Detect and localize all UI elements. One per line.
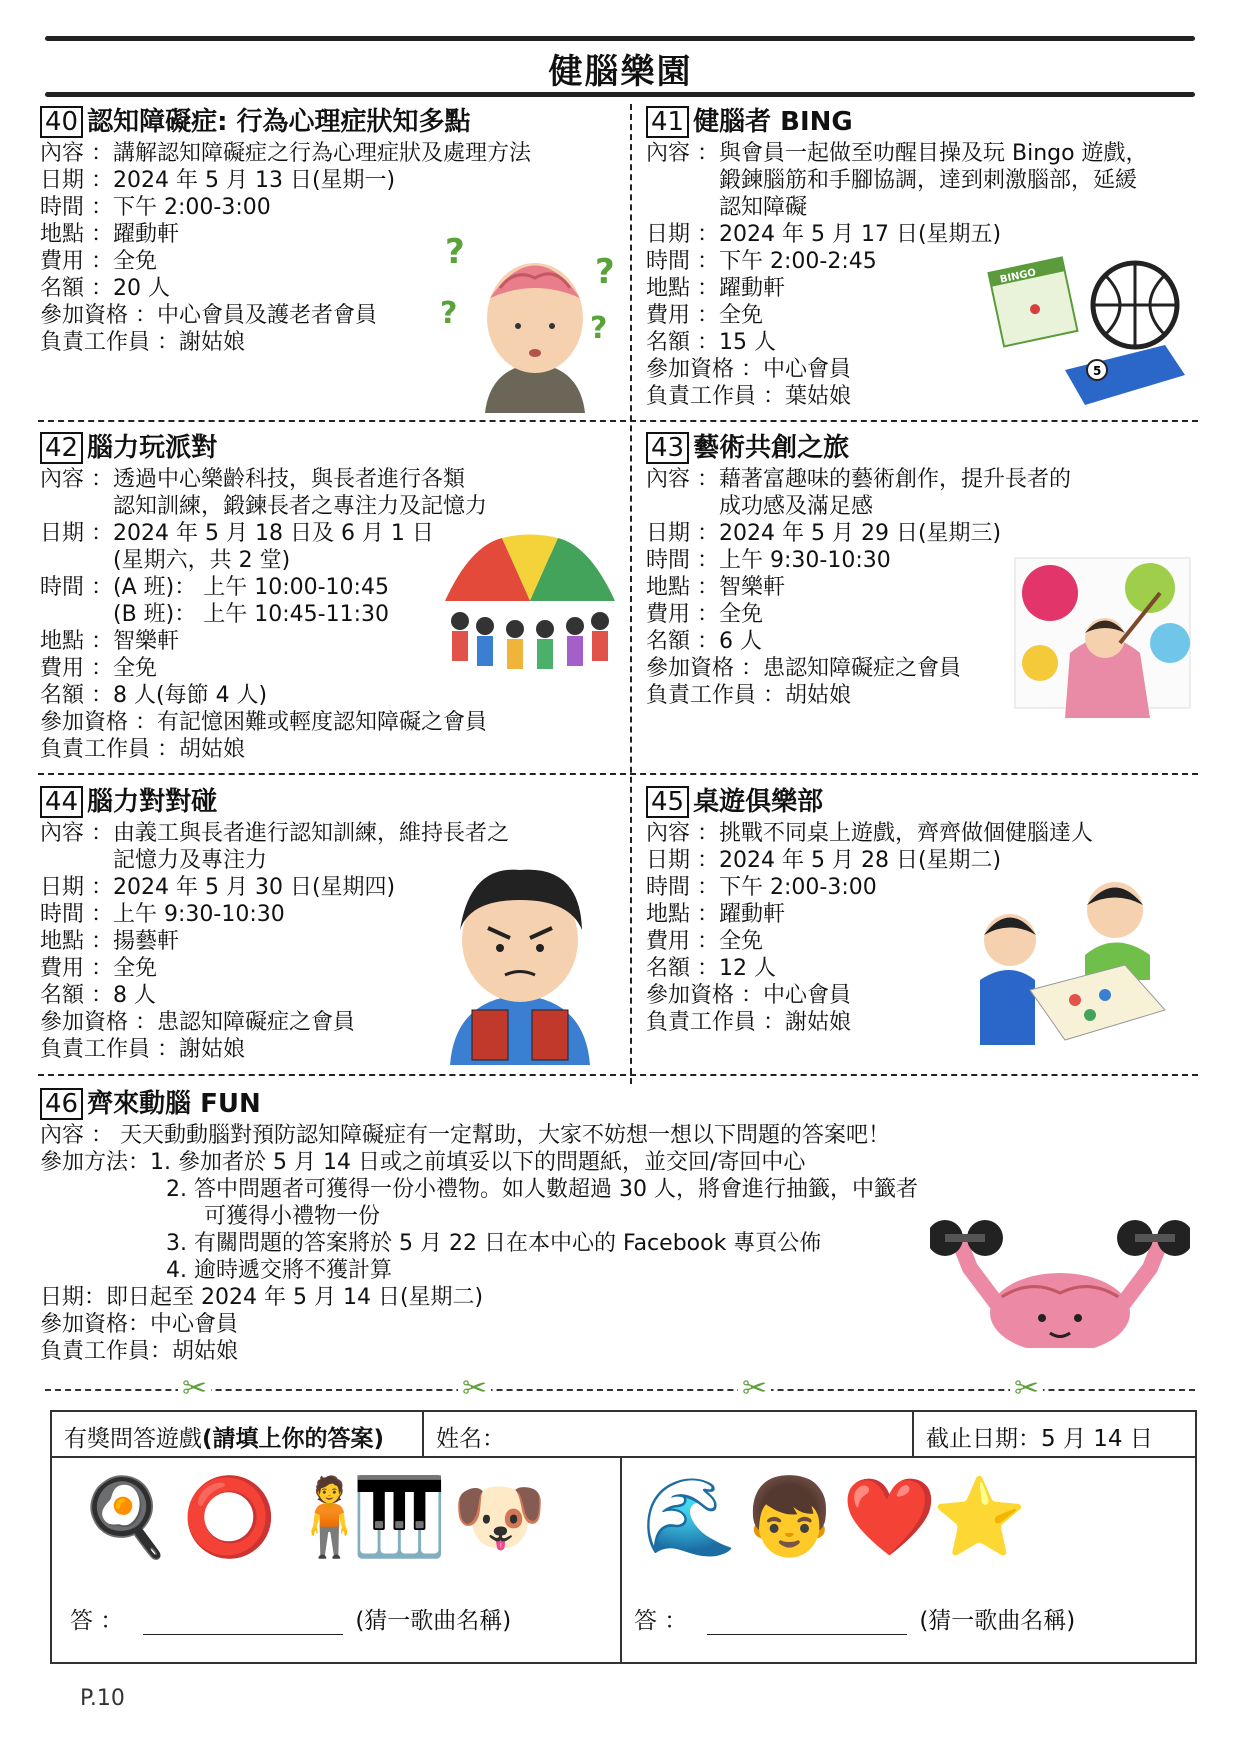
detail-value: 揚藝軒 [113,929,180,954]
detail-row [40,493,620,520]
method-label: 參加方法： [40,1150,151,1175]
detail-value: 胡姑娘 [179,737,246,762]
header-divider [422,1412,424,1456]
method-step: 可獲得小禮物一份 [204,1204,381,1229]
detail-value: 記憶力及專注力 [113,848,268,873]
detail-key: 負責工作員 ： [646,384,785,409]
activity-number: 44 [40,786,83,818]
answer-input[interactable] [707,1612,907,1635]
detail-key: 日期 ： [646,848,719,873]
svg-text:?: ? [445,232,465,272]
detail-value: 全免 [113,249,158,274]
detail-key: 名額 ： [40,276,113,301]
method-row [40,1149,1190,1176]
activity-title: 藝術共創之旅 [693,432,850,463]
detail-value: 全免 [719,602,764,627]
board-game-illustration [975,870,1175,1050]
answer-label: 答 ： [70,1608,124,1634]
detail-key: 費用 ： [646,929,719,954]
dog-face-icon: 🐶 [452,1472,547,1561]
detail-key: 時間 ： [646,875,719,900]
detail-key: 日期 ： [40,875,113,900]
detail-key: 時間 ： [40,575,113,600]
detail-key: 名額 ： [646,956,719,981]
answer-hint: (猜一歌曲名稱) [919,1608,1076,1634]
detail-key: 內容 ： [646,467,719,492]
detail-key: 時間 ： [646,249,719,274]
detail-key: 費用 ： [646,602,719,627]
column-divider [630,104,632,1084]
activity-eligibility: 參加資格：中心會員 [40,1312,239,1337]
detail-value: 全免 [113,956,158,981]
method-step: 3. 有關問題的答案將於 5 月 22 日在本中心的 Facebook 專頁公佈 [166,1231,822,1256]
detail-value: 躍動軒 [719,276,786,301]
detail-key: 參加資格 ： [646,983,763,1008]
detail-value: 2024 年 5 月 18 日及 6 月 1 日 [113,521,434,546]
page-number: P.10 [80,1686,125,1711]
activity-number: 40 [40,106,83,138]
detail-value: 藉著富趣味的藝術創作，提升長者的 [719,467,1072,492]
detail-key: 費用 ： [40,656,113,681]
detail-key: 地點 ： [646,902,719,927]
detail-value: 謝姑娘 [785,1010,852,1035]
answer-row-right [634,1602,1075,1635]
detail-value: 胡姑娘 [785,683,852,708]
parachute-game-illustration [440,526,620,691]
detail-value: 20 人 [113,276,170,301]
detail-value: 中心會員 [763,357,852,382]
detail-row [646,140,1206,167]
row-divider-2 [38,773,1198,775]
detail-value: 上午 9:30-10:30 [113,902,285,927]
detail-key: 負責工作員 ： [646,683,785,708]
detail-value: 12 人 [719,956,776,981]
detail-row [646,520,1206,547]
activity-header [646,786,1206,818]
answer-row-left [70,1602,511,1635]
activity-header [40,1088,1190,1120]
detail-value: 講解認知障礙症之行為心理症狀及處理方法 [113,141,532,166]
detail-value: 2024 年 5 月 30 日(星期四) [113,875,396,900]
bingo-illustration [985,250,1190,410]
detail-value: 患認知障礙症之會員 [157,1010,356,1035]
detail-value: 認知訓練，鍛鍊長者之專注力及記憶力 [113,494,488,519]
quiz-form [50,1410,1197,1664]
detail-row [40,736,620,763]
detail-key: 時間 ： [40,902,113,927]
activity-title: 腦力玩派對 [87,432,218,463]
detail-value: 中心會員 [763,983,852,1008]
man-standing-icon: 🧍 [282,1472,377,1561]
header-divider [912,1412,914,1456]
detail-value: 全免 [719,929,764,954]
quiz-header [52,1412,1195,1458]
detail-key: 內容 ： [40,467,113,492]
deadline-label: 截止日期：5 月 14 日 [926,1426,1153,1452]
detail-row [646,493,1206,520]
detail-key: 名額 ： [40,683,113,708]
brain-exercise-illustration [930,1218,1190,1348]
quiz-title-bold: (請填上你的答案) [202,1426,385,1452]
detail-row [40,466,620,493]
title-underline [45,92,1195,97]
detail-row [40,167,620,194]
top-rule [45,36,1195,41]
activity-header [40,106,620,138]
detail-row [40,820,620,847]
scissors-icon: ✂ [1010,1373,1043,1405]
confused-elder-illustration [440,228,625,413]
detail-value: 2024 年 5 月 17 日(星期五) [719,222,1002,247]
activity-title: 認知障礙症: 行為心理症狀知多點 [87,106,471,137]
detail-value: 下午 2:00-3:00 [719,875,877,900]
detail-value: 成功感及滿足感 [719,494,874,519]
page-title: 健腦樂園 [548,52,693,92]
name-field[interactable]: 姓名： [436,1426,505,1452]
detail-value: 2024 年 5 月 13 日(星期一) [113,168,396,193]
detail-value: 15 人 [719,330,776,355]
detail-value: 葉姑娘 [785,384,852,409]
detail-key: 負責工作員 ： [40,737,179,762]
detail-value: 鍛鍊腦筋和手腳協調，達到刺激腦部，延緩 [719,168,1138,193]
detail-value: 8 人 [113,983,156,1008]
detail-value: 挑戰不同桌上遊戲，齊齊做個健腦達人 [719,821,1094,846]
detail-value: (A 班)： 上午 10:00-10:45 [113,575,389,600]
detail-value: 認知障礙 [719,195,808,220]
activity-header [40,432,620,464]
detail-value: 患認知障礙症之會員 [763,656,962,681]
answer-hint: (猜一歌曲名稱) [355,1608,512,1634]
detail-value: (B 班)： 上午 10:45-11:30 [113,602,389,627]
scissors-icon: ✂ [738,1373,771,1405]
detail-value: 2024 年 5 月 28 日(星期二) [719,848,1002,873]
boy-with-cards-illustration [430,860,610,1065]
answer-label: 答 ： [634,1608,688,1634]
detail-key: 參加資格 ： [40,1010,157,1035]
quiz-title-prefix: 有獎問答遊戲 [64,1426,202,1452]
detail-key: 名額 ： [40,983,113,1008]
scissors-icon: ✂ [458,1373,491,1405]
detail-value: 2024 年 5 月 29 日(星期三) [719,521,1002,546]
detail-key: 負責工作員 ： [646,1010,785,1035]
activity-number: 46 [40,1088,83,1120]
detail-value: 下午 2:00-3:00 [113,195,271,220]
detail-key: 地點 ： [646,575,719,600]
method-step: 1. 參加者於 5 月 14 日或之前填妥以下的問題紙，並交回/寄回中心 [150,1150,806,1175]
activity-title: 腦力對對碰 [87,786,218,817]
detail-value: 8 人(每節 4 人) [113,683,268,708]
detail-value: 智樂軒 [113,629,180,654]
activity-number: 43 [646,432,689,464]
detail-key: 名額 ： [646,629,719,654]
activity-staff: 負責工作員：胡姑娘 [40,1339,239,1364]
detail-key: 參加資格 ： [646,357,763,382]
detail-row [40,709,620,736]
detail-value: 躍動軒 [113,222,180,247]
detail-value: 謝姑娘 [179,330,246,355]
detail-value: 6 人 [719,629,762,654]
detail-row [646,194,1206,221]
activity-content: 內容 ： 天天動動腦對預防認知障礙症有一定幫助，大家不妨想一想以下問題的答案吧！ [40,1123,890,1148]
detail-value: 躍動軒 [719,902,786,927]
keyboard-icon: 🎹 [352,1472,447,1561]
detail-key: 負責工作員 ： [40,1037,179,1062]
detail-value: 下午 2:00-2:45 [719,249,877,274]
detail-key: 地點 ： [646,276,719,301]
svg-text:?: ? [590,311,608,346]
detail-key: 地點 ： [40,629,113,654]
detail-row [646,167,1206,194]
detail-key: 負責工作員 ： [40,330,179,355]
detail-key: 費用 ： [40,249,113,274]
quiz-title [64,1420,384,1453]
detail-row [40,194,620,221]
detail-row [646,221,1206,248]
detail-key: 內容 ： [646,141,719,166]
detail-key: 參加資格 ： [40,710,157,735]
detail-key: 時間 ： [40,195,113,220]
detail-key: 地點 ： [40,222,113,247]
detail-key: 內容 ： [646,821,719,846]
svg-text:BINGO: BINGO [999,267,1038,286]
detail-key: 時間 ： [646,548,719,573]
row-divider-1 [38,420,1198,422]
quiz-divider [620,1456,622,1662]
detail-key: 費用 ： [646,303,719,328]
detail-value: 全免 [719,303,764,328]
scissors-icon: ✂ [178,1373,211,1405]
detail-key: 日期 ： [646,222,719,247]
detail-key: 日期 ： [646,521,719,546]
frying-pan-icon: 🍳 [78,1472,173,1561]
activity-title: 桌遊俱樂部 [693,786,824,817]
activity-number: 45 [646,786,689,818]
wave-icon: 🌊 [642,1472,737,1561]
activity-title: 健腦者 BING [693,106,853,137]
detail-key: 內容 ： [40,821,113,846]
row-divider-3 [38,1074,1198,1076]
red-circle-icon: ⭕ [182,1472,277,1561]
detail-key: 地點 ： [40,929,113,954]
svg-text:?: ? [440,296,458,331]
svg-text:5: 5 [1093,364,1102,378]
answer-input[interactable] [143,1612,343,1635]
detail-value: 全免 [113,656,158,681]
detail-key: 費用 ： [40,956,113,981]
art-painting-illustration [1010,553,1195,728]
detail-value: 謝姑娘 [179,1037,246,1062]
activity-date: 日期：即日起至 2024 年 5 月 14 日(星期二) [40,1285,484,1310]
detail-row [40,140,620,167]
detail-value: 透過中心樂齡科技，與長者進行各類 [113,467,466,492]
activity-header [40,786,620,818]
activity-number: 41 [646,106,689,138]
detail-value: 有記憶困難或輕度認知障礙之會員 [157,710,488,735]
method-step: 2. 答中問題者可獲得一份小禮物。如人數超過 30 人，將會進行抽籤，中籤者 [166,1177,918,1202]
method-step: 4. 逾時遞交將不獲計算 [166,1258,392,1283]
detail-value: (星期六，共 2 堂) [113,548,291,573]
detail-row [646,820,1206,847]
heart-icon: ❤️ [842,1472,937,1561]
activity-header [646,106,1206,138]
detail-key: 日期 ： [40,521,113,546]
detail-key: 參加資格 ： [40,303,157,328]
svg-text:?: ? [595,252,615,292]
activity-title: 齊來動腦 FUN [87,1088,261,1119]
detail-row [646,466,1206,493]
boy-face-icon: 👦 [742,1472,837,1561]
detail-value: 智樂軒 [719,575,786,600]
detail-value: 中心會員及護老者會員 [157,303,378,328]
detail-key: 日期 ： [40,168,113,193]
detail-key: 名額 ： [646,330,719,355]
detail-key: 參加資格 ： [646,656,763,681]
detail-value: 由義工與長者進行認知訓練，維持長者之 [113,821,510,846]
detail-value: 上午 9:30-10:30 [719,548,891,573]
activity-header [646,432,1206,464]
activity-number: 42 [40,432,83,464]
detail-key: 內容 ： [40,141,113,166]
star-icon: ⭐ [932,1472,1027,1561]
detail-value: 與會員一起做至叻醒目操及玩 Bingo 遊戲， [719,141,1148,166]
